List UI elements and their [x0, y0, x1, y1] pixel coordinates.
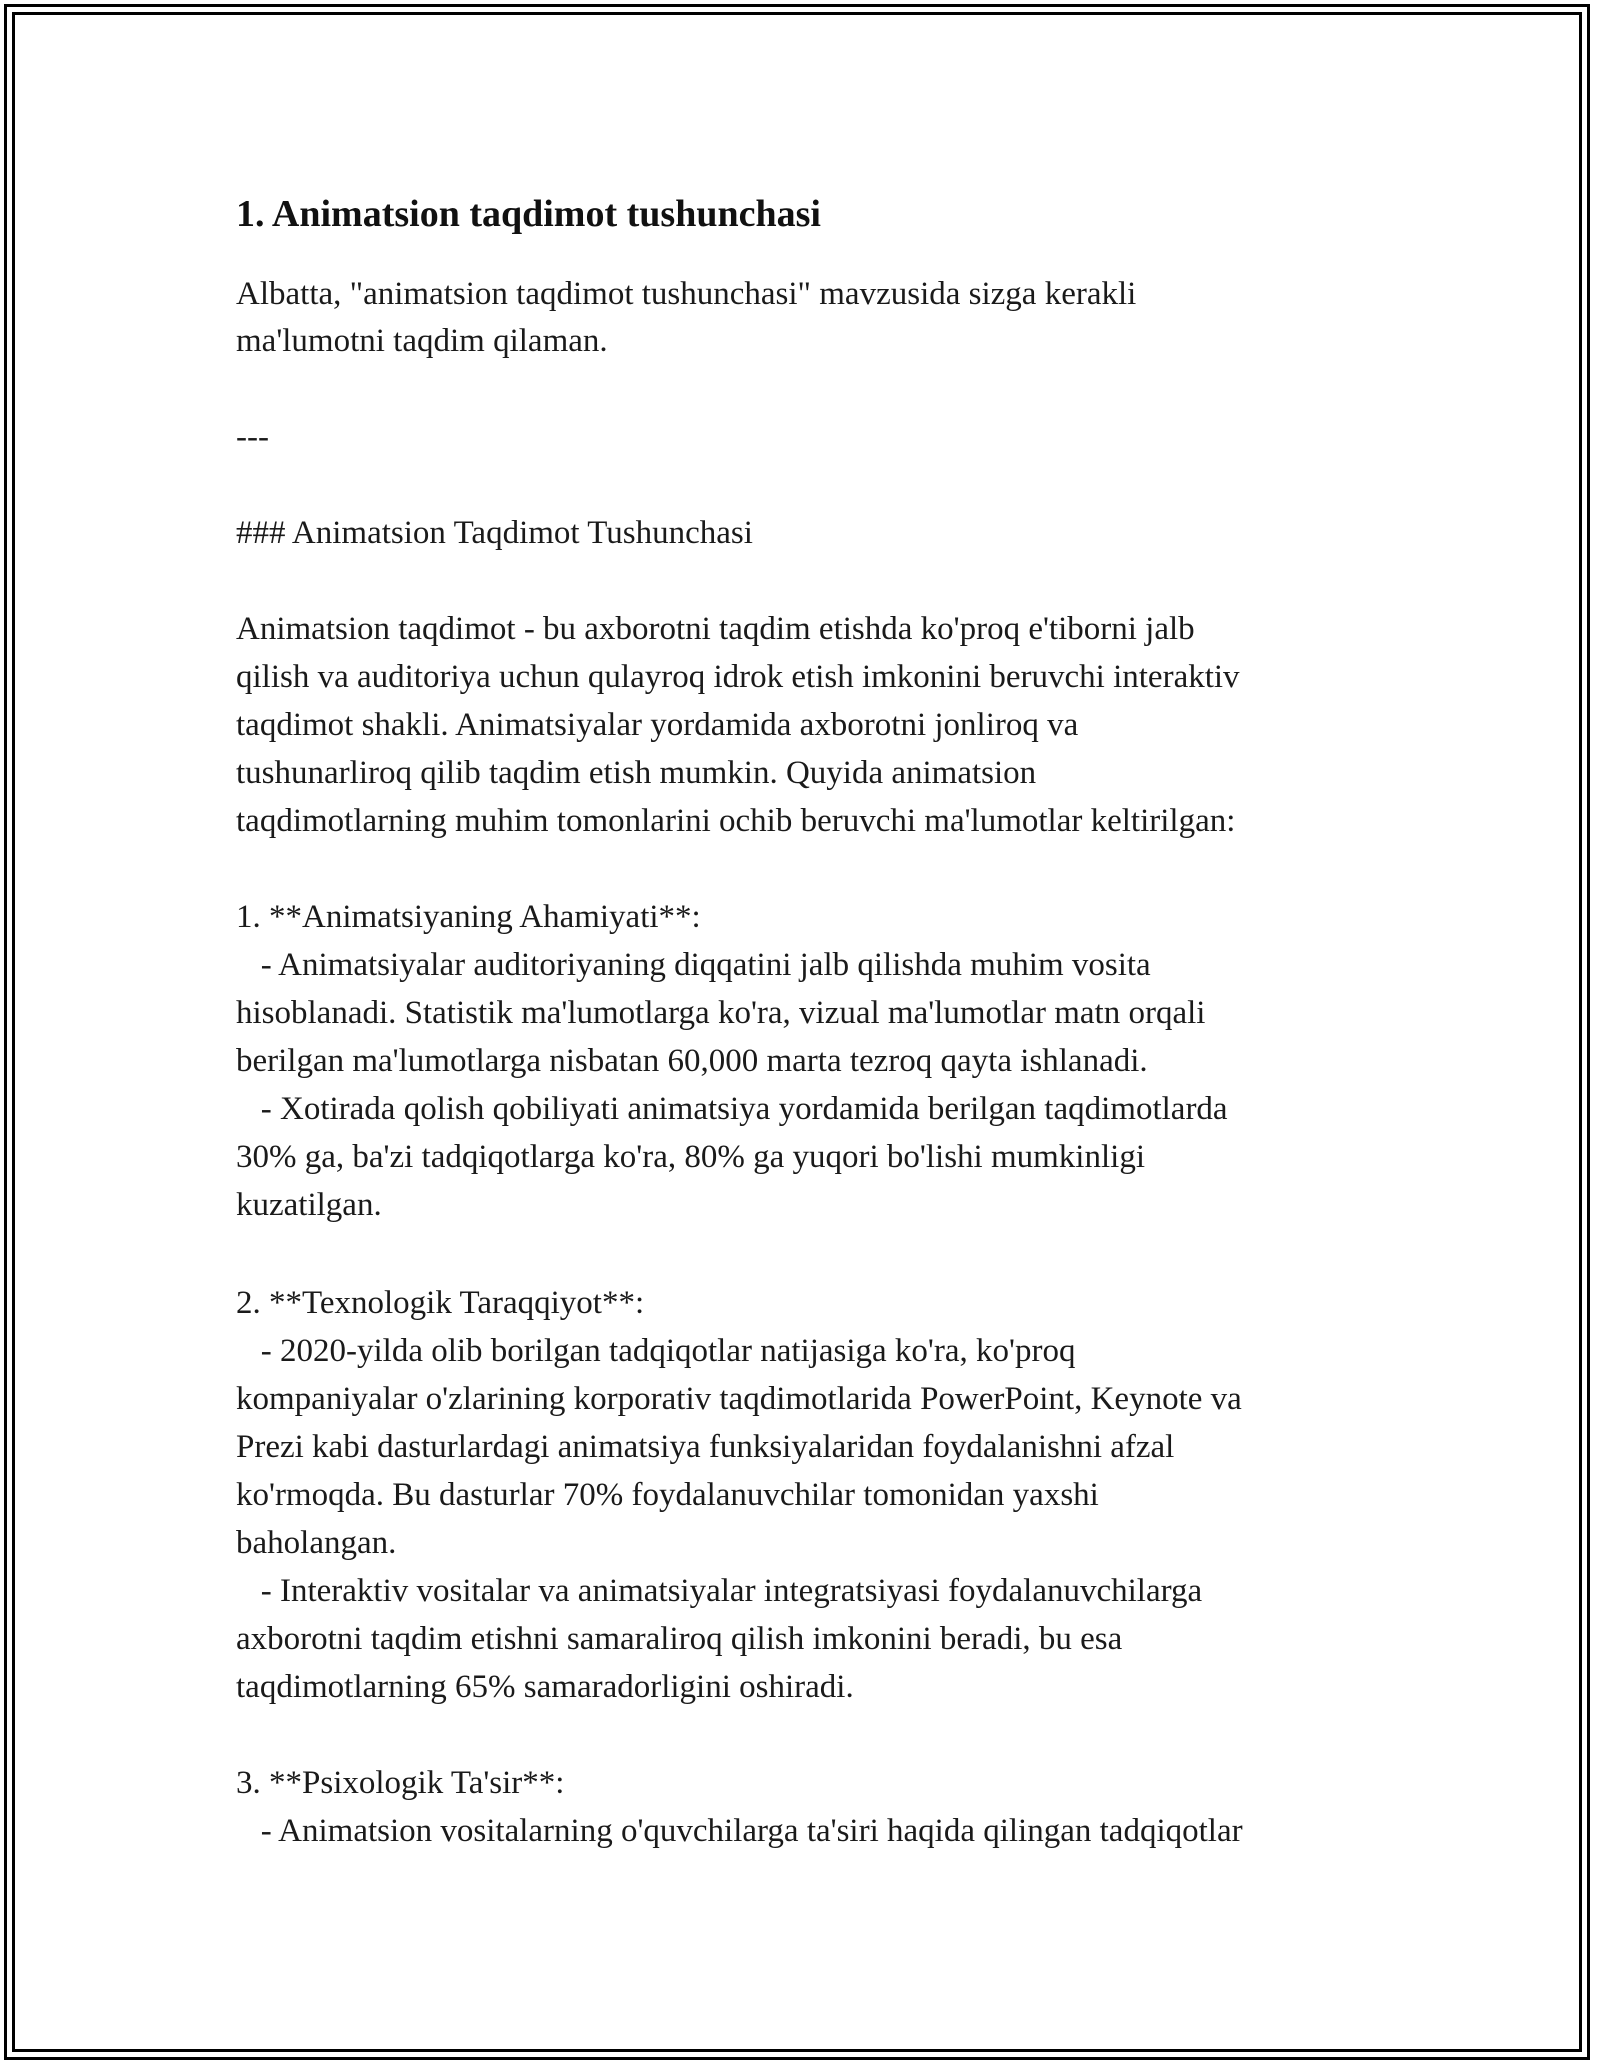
- paragraph-line: qilish va auditoriya uchun qulayroq idrok etish imkonini beruvchi interaktiv: [236, 659, 1240, 695]
- intro-line: ma'lumotni taqdim qilaman.: [236, 323, 608, 359]
- paragraph-line: tushunarliroq qilib taqdim etish mumkin. Quyida animatsion: [236, 755, 1037, 791]
- list-item-line: ko'rmoqda. Bu dasturlar 70% foydalanuvchilar tomonidan yaxshi: [236, 1477, 1099, 1513]
- list-item-line: - Animatsiyalar auditoriyaning diqqatini jalb qilishda muhim vosita: [236, 947, 1151, 983]
- paragraph-line: taqdimotlarning muhim tomonlarini ochib beruvchi ma'lumotlar keltirilgan:: [236, 803, 1236, 839]
- list-item-heading: 3. **Psixologik Ta'sir**:: [236, 1765, 565, 1801]
- list-item-line: berilgan ma'lumotlarga nisbatan 60,000 marta tezroq qayta ishlanadi.: [236, 1043, 1148, 1079]
- paragraph-line: taqdimot shakli. Animatsiyalar yordamida axborotni jonliroq va: [236, 707, 1079, 743]
- section-heading: ### Animatsion Taqdimot Tushunchasi: [236, 515, 753, 551]
- list-item-line: axborotni taqdim etishni samaraliroq qilish imkonini beradi, bu esa: [236, 1621, 1123, 1657]
- list-item-line: - Animatsion vositalarning o'quvchilarga ta'siri haqida qilingan tadqiqotlar: [236, 1813, 1243, 1849]
- document-title: 1. Animatsion taqdimot tushunchasi: [236, 193, 821, 235]
- paragraph-line: Animatsion taqdimot - bu axborotni taqdim etishda ko'proq e'tiborni jalb: [236, 611, 1195, 647]
- list-item-line: kuzatilgan.: [236, 1187, 382, 1223]
- list-item-line: baholangan.: [236, 1525, 397, 1561]
- separator-line: ---: [236, 419, 269, 455]
- list-item-heading: 1. **Animatsiyaning Ahamiyati**:: [236, 899, 701, 935]
- intro-line: Albatta, "animatsion taqdimot tushunchasi" mavzusida sizga kerakli: [236, 276, 1137, 312]
- list-item-line: kompaniyalar o'zlarining korporativ taqdimotlarida PowerPoint, Keynote va: [236, 1381, 1242, 1417]
- list-item-line: - Xotirada qolish qobiliyati animatsiya yordamida berilgan taqdimotlarda: [236, 1091, 1228, 1127]
- list-item-heading: 2. **Texnologik Taraqqiyot**:: [236, 1285, 645, 1321]
- list-item-line: - 2020-yilda olib borilgan tadqiqotlar natijasiga ko'ra, ko'proq: [236, 1333, 1076, 1369]
- list-item-line: taqdimotlarning 65% samaradorligini oshiradi.: [236, 1669, 854, 1705]
- list-item-line: - Interaktiv vositalar va animatsiyalar integratsiyasi foydalanuvchilarga: [236, 1573, 1203, 1609]
- list-item-line: 30% ga, ba'zi tadqiqotlarga ko'ra, 80% ga yuqori bo'lishi mumkinligi: [236, 1139, 1145, 1175]
- list-item-line: hisoblanadi. Statistik ma'lumotlarga ko'ra, vizual ma'lumotlar matn orqali: [236, 995, 1206, 1031]
- list-item-line: Prezi kabi dasturlardagi animatsiya funksiyalaridan foydalanishni afzal: [236, 1429, 1175, 1465]
